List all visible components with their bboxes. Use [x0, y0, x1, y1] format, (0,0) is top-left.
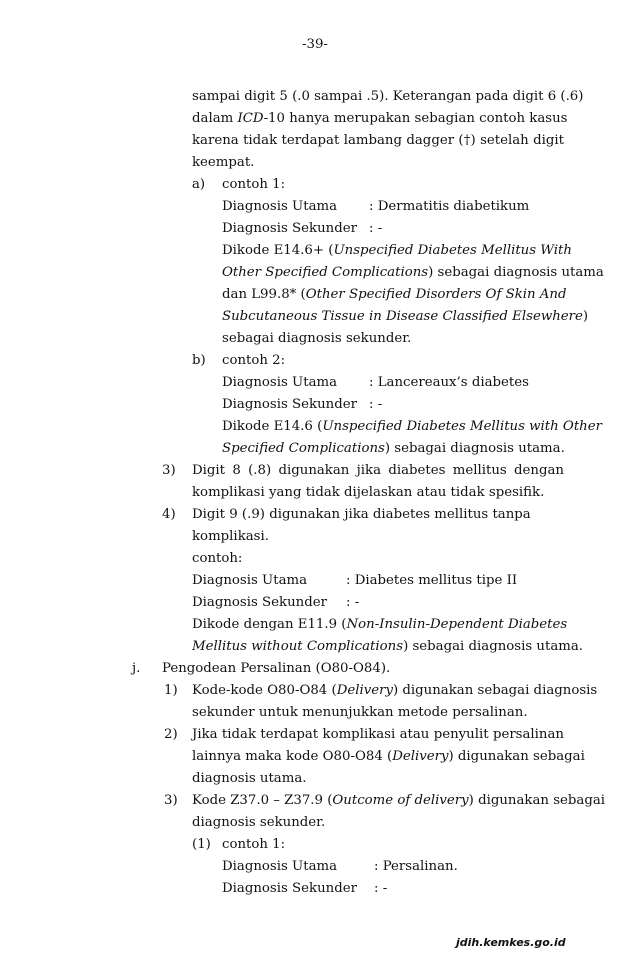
list-marker-4: 4): [162, 507, 176, 522]
section-j-item-1-line-2: sekunder untuk menunjukkan metode persalinan.: [192, 705, 528, 720]
example-b-title: contoh 2:: [222, 353, 286, 368]
item-4-secondary-label: Diagnosis Sekunder: [192, 595, 327, 610]
example-b-secondary-value: : -: [369, 397, 383, 412]
intro-line-4: keempat.: [192, 155, 255, 170]
example-a-title: contoh 1:: [222, 177, 286, 192]
example-a-primary-value: : Dermatitis diabetikum: [369, 199, 530, 214]
list-marker-a: a): [192, 177, 206, 192]
section-j-title: Pengodean Persalinan (O80-O84).: [162, 661, 391, 676]
list-marker-j3: 3): [164, 793, 178, 808]
item-4-primary-label: Diagnosis Utama: [192, 573, 308, 588]
example-a-code-line-4: Subcutaneous Tissue in Disease Classified Elsewhere): [222, 309, 589, 324]
list-marker-3: 3): [162, 463, 176, 478]
item-4-code-line-2: Mellitus without Complications) sebagai diagnosis utama.: [192, 639, 584, 654]
intro-line-2: dalam ICD-10 hanya merupakan sebagian contoh kasus: [192, 111, 568, 126]
example-a-primary-label: Diagnosis Utama: [222, 199, 338, 214]
item-4-line-2: komplikasi.: [192, 529, 269, 544]
item-4-example-title: contoh:: [192, 551, 243, 566]
example-a-code-line-2: Other Specified Complications) sebagai diagnosis utama: [222, 265, 604, 280]
section-j-secondary-label: Diagnosis Sekunder: [222, 881, 357, 896]
section-j-item-3-line-2: diagnosis sekunder.: [192, 815, 326, 830]
section-j-item-3-line-1: Kode Z37.0 – Z37.9 (Outcome of delivery) digunakan sebagai: [192, 793, 606, 808]
section-j-example-title: contoh 1:: [222, 837, 286, 852]
footer-site-link[interactable]: jdih.kemkes.go.id: [456, 936, 566, 949]
section-j-primary-label: Diagnosis Utama: [222, 859, 338, 874]
item-4-code-line-1: Dikode dengan E11.9 (Non-Insulin-Dependent Diabetes: [192, 617, 568, 632]
item-4-primary-value: : Diabetes mellitus tipe II: [346, 573, 518, 588]
example-a-code-line-1: Dikode E14.6+ (Unspecified Diabetes Mellitus With: [222, 243, 572, 258]
example-b-code-line-1: Dikode E14.6 (Unspecified Diabetes Mellitus with Other: [222, 419, 602, 434]
example-a-code-line-3: dan L99.8* (Other Specified Disorders Of Skin And: [222, 287, 567, 302]
example-a-secondary-value: : -: [369, 221, 383, 236]
section-j-item-2-line-3: diagnosis utama.: [192, 771, 307, 786]
list-marker-j3-1: (1): [192, 837, 211, 852]
example-b-primary-label: Diagnosis Utama: [222, 375, 338, 390]
item-3-line-2: komplikasi yang tidak dijelaskan atau tidak spesifik.: [192, 485, 545, 500]
list-marker-b: b): [192, 353, 206, 368]
item-4-secondary-value: : -: [346, 595, 360, 610]
item-4-line-1: Digit 9 (.9) digunakan jika diabetes mellitus tanpa: [192, 507, 531, 522]
example-a-code-line-5: sebagai diagnosis sekunder.: [222, 331, 412, 346]
section-j-secondary-value: : -: [374, 881, 388, 896]
intro-line-3: karena tidak terdapat lambang dagger (†) setelah digit: [192, 133, 564, 148]
section-j-primary-value: : Persalinan.: [374, 859, 458, 874]
example-a-secondary-label: Diagnosis Sekunder: [222, 221, 357, 236]
item-3-line-1: Digit 8 (.8) digunakan jika diabetes mellitus dengan: [192, 463, 564, 478]
section-j-item-1-line-1: Kode-kode O80-O84 (Delivery) digunakan sebagai diagnosis: [192, 683, 598, 698]
section-marker-j: j.: [132, 661, 141, 676]
page-number: -39-: [302, 37, 328, 52]
example-b-code-line-2: Specified Complications) sebagai diagnosis utama.: [222, 441, 565, 456]
example-b-secondary-label: Diagnosis Sekunder: [222, 397, 357, 412]
section-j-item-2-line-1: Jika tidak terdapat komplikasi atau penyulit persalinan: [192, 727, 564, 742]
intro-line-1: sampai digit 5 (.0 sampai .5). Keterangan pada digit 6 (.6): [192, 89, 584, 104]
section-j-item-2-line-2: lainnya maka kode O80-O84 (Delivery) digunakan sebagai: [192, 749, 585, 764]
list-marker-j2: 2): [164, 727, 178, 742]
example-b-primary-value: : Lancereaux’s diabetes: [369, 375, 529, 390]
list-marker-j1: 1): [164, 683, 178, 698]
